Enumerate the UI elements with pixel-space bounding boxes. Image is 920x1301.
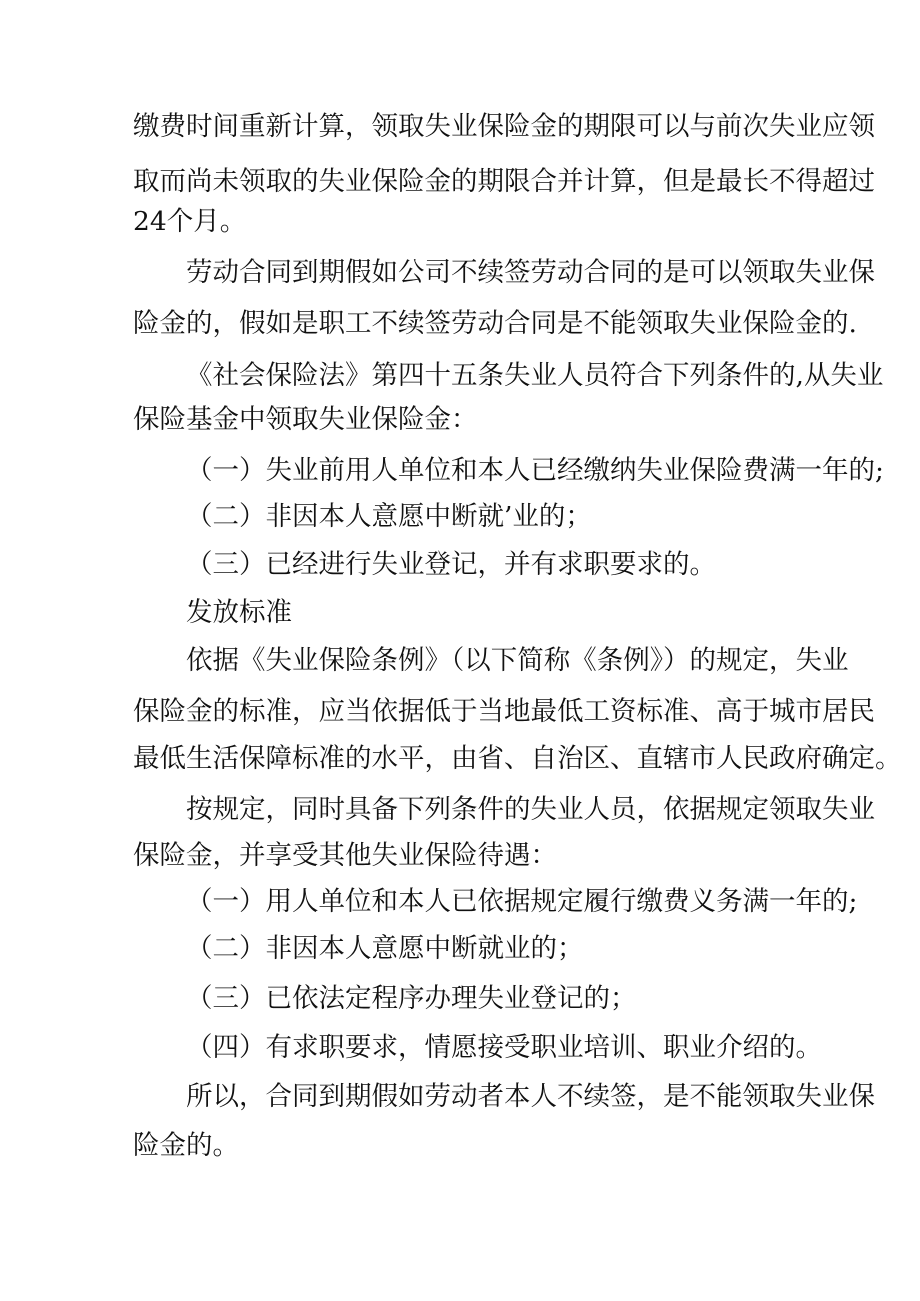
list-item: （一）用人单位和本人已依据规定履行缴费义务满一年的; xyxy=(186,886,858,917)
section-heading: 发放标准 xyxy=(186,597,292,628)
paragraph-line: 险金的。 xyxy=(133,1130,239,1161)
paragraph-line: 保险金的标准，应当依据低于当地最低工资标准、高于城市居民 xyxy=(133,696,875,727)
list-item: （四）有求职要求，情愿接受职业培训、职业介绍的。 xyxy=(186,1032,822,1063)
paragraph-line: 最低生活保障标准的水平，由省、自治区、直辖市人民政府确定。 xyxy=(133,743,902,774)
list-item: （三）已依法定程序办理失业登记的； xyxy=(186,983,637,1014)
paragraph-line: 《社会保险法》第四十五条失业人员符合下列条件的,从失业 xyxy=(186,360,884,391)
paragraph-line: 劳动合同到期假如公司不续签劳动合同的是可以领取失业保 xyxy=(186,257,875,288)
paragraph-line: 依据《失业保险条例》（以下简称《条例》）的规定，失业 xyxy=(186,645,849,676)
list-item: （三）已经进行失业登记，并有求职要求的。 xyxy=(186,549,716,580)
paragraph-line: 险金的，假如是职工不续签劳动合同是不能领取失业保险金的. xyxy=(133,308,857,339)
paragraph-line: 保险金，并享受其他失业保险待遇： xyxy=(133,840,557,871)
paragraph-line: 按规定，同时具备下列条件的失业人员，依据规定领取失业 xyxy=(186,794,875,825)
paragraph-line: 缴费时间重新计算，领取失业保险金的期限可以与前次失业应领 xyxy=(133,111,875,142)
list-item: （二）非因本人意愿中断就业的； xyxy=(186,933,584,964)
paragraph-line: 24个月。 xyxy=(133,206,247,237)
list-item: （二）非因本人意愿中断就’业的； xyxy=(186,501,592,532)
paragraph-line: 取而尚未领取的失业保险金的期限合并计算，但是最长不得超过 xyxy=(133,166,875,197)
paragraph-line: 保险基金中领取失业保险金： xyxy=(133,404,478,435)
paragraph-line: 所以，合同到期假如劳动者本人不续签，是不能领取失业保 xyxy=(186,1081,875,1112)
list-item: （一）失业前用人单位和本人已经缴纳失业保险费满一年的; xyxy=(186,455,884,486)
